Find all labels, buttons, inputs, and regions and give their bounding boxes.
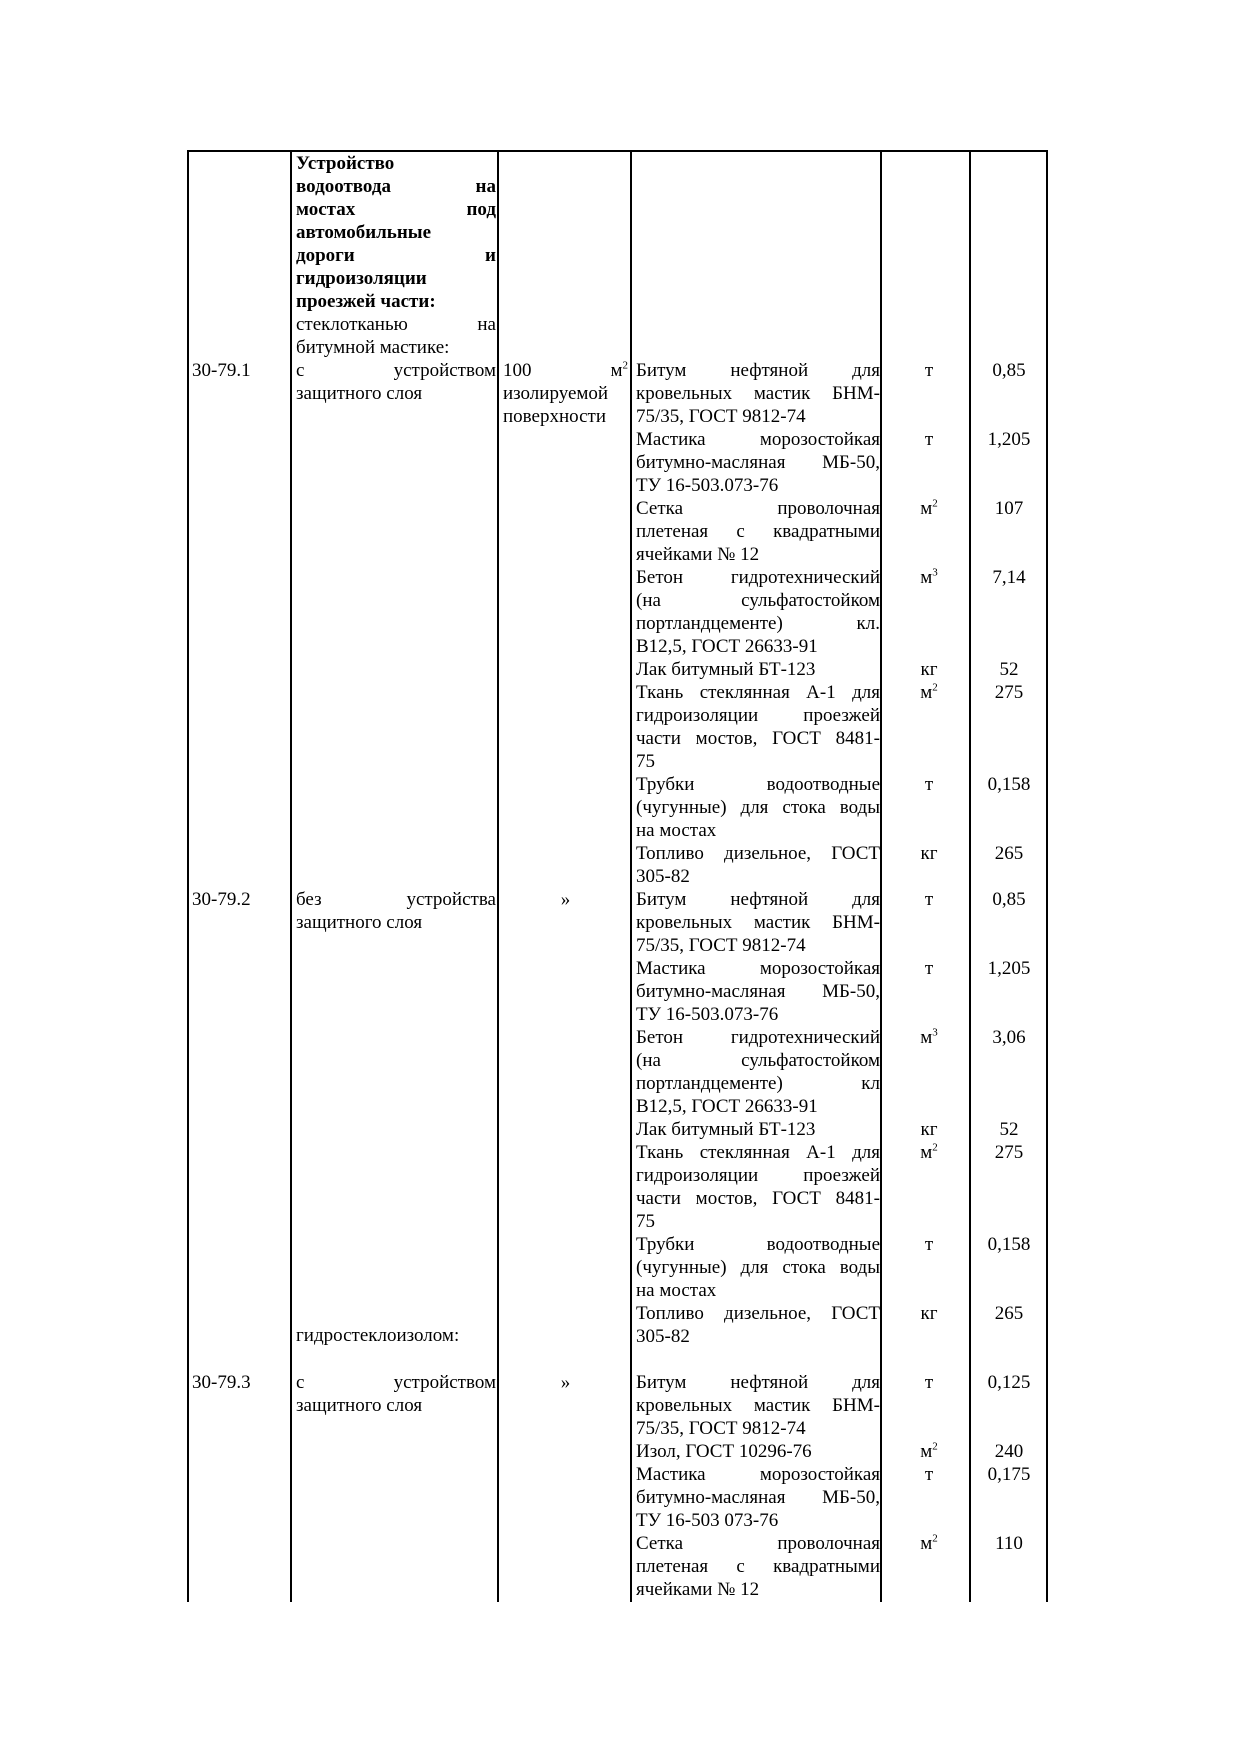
material-line (636, 957, 880, 980)
word: Битум (636, 889, 687, 910)
word: гидротехнический (730, 1027, 880, 1048)
material-line (636, 1486, 880, 1509)
word: Мастика (636, 429, 706, 450)
column-divider-description (497, 150, 499, 1602)
column-divider-unit (630, 150, 632, 1602)
material-line: ТУ 16-503 073-76 (636, 1510, 779, 1531)
word: морозостойкая (759, 1464, 880, 1485)
word: ГОСТ (831, 843, 880, 864)
material-line (636, 1049, 880, 1072)
word: стока (782, 797, 826, 818)
material-unit: $м^2$ (920, 681, 938, 703)
word: 8481- (835, 728, 880, 749)
word: стеклянная (699, 682, 790, 703)
material-line: 75/35, ГОСТ 9812-74 (636, 1418, 806, 1439)
material-quantity: 1,205 (987, 958, 1031, 979)
word: проволочная (777, 498, 880, 519)
word: Топливо (636, 843, 704, 864)
word: Ткань (636, 682, 684, 703)
material-unit: т (924, 774, 934, 795)
word: кровельных (636, 383, 733, 404)
material-line (636, 589, 880, 612)
word: стеклотканью (296, 314, 408, 335)
word: Мастика (636, 958, 706, 979)
material-line: Лак битумный БТ-123 (636, 659, 816, 680)
word: части (636, 728, 681, 749)
material-unit: кг (920, 659, 938, 680)
row-description-line: защитного слоя (296, 383, 423, 404)
material-unit: т (924, 958, 934, 979)
material-line (636, 727, 880, 750)
word: устройством (393, 360, 496, 381)
word: 100 (503, 360, 532, 381)
material-line (636, 1555, 880, 1578)
word: мостах (296, 199, 356, 220)
word: ГОСТ (831, 1303, 880, 1324)
word: 8481- (835, 1188, 880, 1209)
word: плетеная (636, 1556, 709, 1577)
material-line (636, 497, 880, 520)
material-line (636, 612, 880, 635)
material-quantity: 7,14 (992, 567, 1026, 588)
row-unit-line (503, 359, 628, 382)
material-quantity: 0,85 (992, 360, 1026, 381)
material-line: ячейками № 12 (636, 544, 760, 565)
word: кровельных (636, 1395, 733, 1416)
word: кл (861, 1073, 880, 1094)
word: битумно-масляная (636, 452, 786, 473)
word: кл. (856, 613, 880, 634)
word: для (740, 1257, 769, 1278)
row-description-line (296, 1371, 496, 1394)
material-line (636, 520, 880, 543)
word: квадратными (773, 521, 880, 542)
material-line: 75 (636, 751, 655, 772)
word: портландцементе) (636, 1073, 783, 1094)
word: кровельных (636, 912, 733, 933)
material-line (636, 1463, 880, 1486)
material-line (636, 1256, 880, 1279)
word: мастик (753, 383, 811, 404)
material-quantity: 0,158 (987, 1234, 1031, 1255)
row-description-line: защитного слоя (296, 1395, 423, 1416)
material-quantity: 0,175 (987, 1464, 1031, 1485)
material-line: на мостах (636, 1280, 717, 1301)
material-line (636, 451, 880, 474)
word: Бетон (636, 1027, 684, 1048)
section-title-line: проезжей части: (296, 291, 436, 312)
word: Сетка (636, 1533, 684, 1554)
word: устройством (393, 1372, 496, 1393)
word: портландцементе) (636, 613, 783, 634)
word: плетеная (636, 521, 709, 542)
group-label-line: гидростеклоизолом: (296, 1325, 460, 1346)
material-quantity: 0,125 (987, 1372, 1031, 1393)
material-line (636, 704, 880, 727)
material-quantity: 240 (994, 1441, 1024, 1462)
word: А-1 (806, 682, 836, 703)
word: Мастика (636, 1464, 706, 1485)
word: для (852, 682, 880, 703)
material-line (636, 1371, 880, 1394)
word: БНМ- (832, 1395, 880, 1416)
material-line (636, 382, 880, 405)
word: дизельное, (724, 1303, 812, 1324)
word: дороги (296, 245, 355, 266)
material-quantity: 275 (994, 1142, 1024, 1163)
word: морозостойкая (759, 958, 880, 979)
word: (на (636, 1050, 661, 1071)
row-description-line (296, 888, 496, 911)
row-description-line: защитного слоя (296, 912, 423, 933)
section-title-line: автомобильные (296, 222, 432, 243)
material-quantity: 1,205 (987, 429, 1031, 450)
word: МБ-50, (822, 1487, 880, 1508)
word: для (852, 889, 880, 910)
material-unit: кг (920, 1119, 938, 1140)
material-unit: т (924, 1372, 934, 1393)
material-unit: т (924, 1464, 934, 1485)
material-unit: т (924, 1234, 934, 1255)
word: МБ-50, (822, 981, 880, 1002)
material-line (636, 1302, 880, 1325)
material-line: на мостах (636, 820, 717, 841)
material-line: 75/35, ГОСТ 9812-74 (636, 406, 806, 427)
word: части (636, 1188, 681, 1209)
word: воды (839, 1257, 880, 1278)
material-line (636, 773, 880, 796)
material-line (636, 1233, 880, 1256)
word: Трубки (636, 1234, 695, 1255)
material-line: 75/35, ГОСТ 9812-74 (636, 935, 806, 956)
section-title-line: Устройство (296, 153, 395, 174)
group-label-line (296, 313, 496, 336)
word: и (485, 245, 496, 266)
column-divider-material (880, 150, 882, 1602)
material-unit: $м^2$ (920, 1532, 938, 1554)
word: Трубки (636, 774, 695, 795)
material-unit: $м^3$ (920, 1026, 938, 1048)
word: стеклянная (699, 1142, 790, 1163)
material-unit: т (924, 889, 934, 910)
row-code: 30-79.1 (192, 360, 251, 381)
row-code: 30-79.3 (192, 1372, 251, 1393)
word: устройства (406, 889, 496, 910)
material-line (636, 911, 880, 934)
word: ГОСТ (772, 728, 821, 749)
material-line: ТУ 16-503.073-76 (636, 475, 779, 496)
material-line (636, 1532, 880, 1555)
material-line (636, 888, 880, 911)
word: сульфатостойком (741, 1050, 880, 1071)
material-line (636, 796, 880, 819)
row-description-line (296, 359, 496, 382)
material-line (636, 1072, 880, 1095)
word: водоотводные (766, 774, 880, 795)
material-quantity: 265 (994, 1303, 1024, 1324)
word: дизельное, (724, 843, 812, 864)
word: БНМ- (832, 912, 880, 933)
material-line: Изол, ГОСТ 10296-76 (636, 1441, 812, 1462)
word: битумно-масляная (636, 1487, 786, 1508)
word: Топливо (636, 1303, 704, 1324)
table-border-right (1046, 150, 1048, 1602)
word: мастик (753, 912, 811, 933)
word: с (296, 1372, 305, 1393)
word: проезжей (803, 1165, 880, 1186)
material-line: 75 (636, 1211, 655, 1232)
word: для (852, 1142, 880, 1163)
material-line: Лак битумный БТ-123 (636, 1119, 816, 1140)
material-unit: $м^2$ (920, 1141, 938, 1163)
word: проезжей (803, 705, 880, 726)
word: квадратными (773, 1556, 880, 1577)
section-title-line (296, 198, 496, 221)
word: стока (782, 1257, 826, 1278)
word: нефтяной (730, 360, 809, 381)
word: битумно-масляная (636, 981, 786, 1002)
word: нефтяной (730, 1372, 809, 1393)
material-unit: т (924, 360, 934, 381)
material-line (636, 1187, 880, 1210)
word: Ткань (636, 1142, 684, 1163)
material-line (636, 1164, 880, 1187)
word: для (852, 360, 880, 381)
word: (чугунные) (636, 1257, 727, 1278)
row-unit-line: поверхности (503, 406, 607, 427)
material-unit: кг (920, 1303, 938, 1324)
word: мастик (753, 1395, 811, 1416)
word: А-1 (806, 1142, 836, 1163)
material-quantity: 52 (999, 1119, 1019, 1140)
word: для (740, 797, 769, 818)
word: (чугунные) (636, 797, 727, 818)
material-line (636, 1026, 880, 1049)
word: Битум (636, 360, 687, 381)
material-line: 305-82 (636, 866, 690, 887)
word: с (736, 521, 745, 542)
material-line (636, 980, 880, 1003)
group-label-line: битумной мастике: (296, 337, 450, 358)
word: БНМ- (832, 383, 880, 404)
material-line: ячейками № 12 (636, 1579, 760, 1600)
word: с (296, 360, 305, 381)
material-unit: кг (920, 843, 938, 864)
material-line: В12,5, ГОСТ 26633-91 (636, 1096, 818, 1117)
word: на (477, 314, 496, 335)
material-line (636, 428, 880, 451)
section-title-line (296, 175, 496, 198)
word: для (852, 1372, 880, 1393)
material-quantity: 265 (994, 843, 1024, 864)
material-quantity: 3,06 (992, 1027, 1026, 1048)
word: нефтяной (730, 889, 809, 910)
material-quantity: 110 (995, 1533, 1023, 1554)
word: с (736, 1556, 745, 1577)
material-line (636, 1394, 880, 1417)
material-line: 305-82 (636, 1326, 690, 1347)
word: Бетон (636, 567, 684, 588)
word: Сетка (636, 498, 684, 519)
word: гидроизоляции (636, 705, 759, 726)
word: без (296, 889, 322, 910)
material-quantity: 107 (994, 498, 1024, 519)
material-quantity: 52 (999, 659, 1019, 680)
word: ГОСТ (772, 1188, 821, 1209)
word: Битум (636, 1372, 687, 1393)
word: морозостойкая (759, 429, 880, 450)
word: проволочная (777, 1533, 880, 1554)
material-line (636, 566, 880, 589)
material-unit: $м^2$ (920, 1440, 938, 1462)
word: гидроизоляции (636, 1165, 759, 1186)
material-line: В12,5, ГОСТ 26633-91 (636, 636, 818, 657)
row-unit-line: » (560, 889, 571, 910)
material-line: ТУ 16-503.073-76 (636, 1004, 779, 1025)
column-divider-code (290, 150, 292, 1602)
word: $м^2$ (610, 359, 628, 381)
word: воды (839, 797, 880, 818)
word: МБ-50, (822, 452, 880, 473)
word: сульфатостойком (741, 590, 880, 611)
word: (на (636, 590, 661, 611)
row-code: 30-79.2 (192, 889, 251, 910)
material-line (636, 842, 880, 865)
word: под (466, 199, 496, 220)
material-line (636, 359, 880, 382)
word: гидротехнический (730, 567, 880, 588)
section-title-line (296, 244, 496, 267)
word: водоотводные (766, 1234, 880, 1255)
word: на (475, 176, 496, 197)
section-title-line: гидроизоляции (296, 268, 427, 289)
material-line (636, 681, 880, 704)
row-unit-line: изолируемой (503, 383, 609, 404)
row-unit-line: » (560, 1372, 571, 1393)
material-unit: $м^3$ (920, 566, 938, 588)
table-border-left (187, 150, 189, 1602)
word: мостов, (695, 1188, 758, 1209)
word: водоотвода (296, 176, 391, 197)
word: мостов, (695, 728, 758, 749)
material-quantity: 0,85 (992, 889, 1026, 910)
material-quantity: 0,158 (987, 774, 1031, 795)
material-quantity: 275 (994, 682, 1024, 703)
material-line (636, 1141, 880, 1164)
material-unit: $м^2$ (920, 497, 938, 519)
material-unit: т (924, 429, 934, 450)
